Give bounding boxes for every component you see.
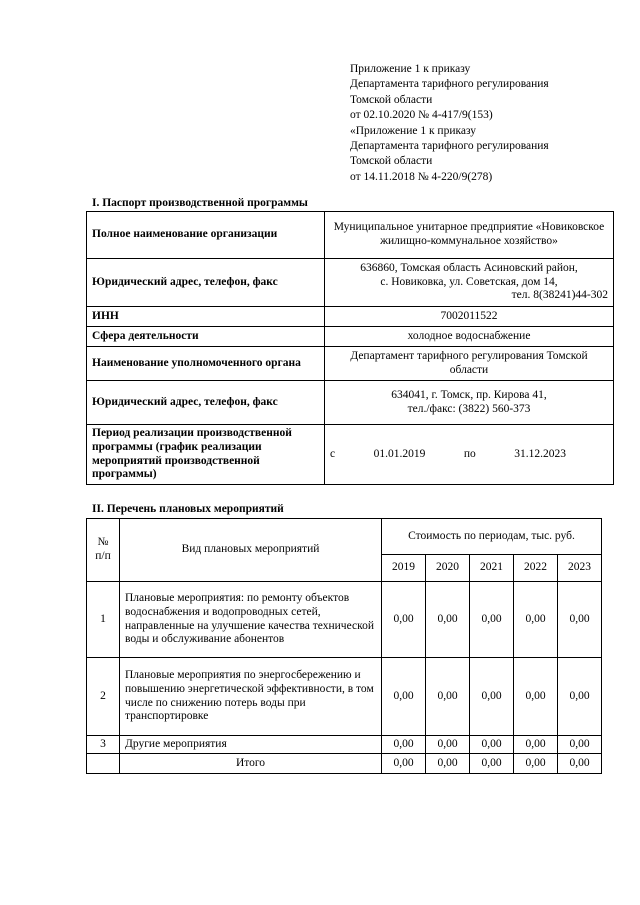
address-line: тел. 8(38241)44-302 xyxy=(511,289,608,302)
passport-value: Департамент тарифного регулирования Томской области xyxy=(325,347,614,381)
col-header-cost: Стоимость по периодам, тыс. руб. xyxy=(382,519,602,555)
header-line: Томской области xyxy=(350,93,433,106)
table-row xyxy=(87,736,602,754)
passport-row xyxy=(87,212,614,259)
year-header: 2022 xyxy=(514,555,558,582)
row-num: 1 xyxy=(87,582,120,658)
total-value: 0,00 xyxy=(470,754,514,774)
row-value: 0,00 xyxy=(558,736,602,754)
row-value: 0,00 xyxy=(426,658,470,736)
row-value: 0,00 xyxy=(558,658,602,736)
period-from-date: 01.01.2019 xyxy=(373,447,426,460)
col-header-num: № п/п xyxy=(87,519,120,582)
passport-row xyxy=(87,259,614,307)
row-value: 0,00 xyxy=(514,582,558,658)
section1-title: I. Паспорт производственной программы xyxy=(92,197,308,209)
row-value: 0,00 xyxy=(470,582,514,658)
passport-value xyxy=(325,259,614,307)
table-header-row xyxy=(87,519,602,555)
passport-label: Период реализации производственной программы (график реализации мероприятий производственной программы) xyxy=(87,425,325,485)
row-value: 0,00 xyxy=(382,582,426,658)
year-header: 2020 xyxy=(426,555,470,582)
total-value: 0,00 xyxy=(382,754,426,774)
row-value: 0,00 xyxy=(470,736,514,754)
section2-title: II. Перечень плановых мероприятий xyxy=(92,503,284,515)
passport-value: холодное водоснабжение xyxy=(325,327,614,347)
year-header: 2023 xyxy=(558,555,602,582)
total-label: Итого xyxy=(120,754,382,774)
row-desc: Плановые мероприятия: по ремонту объектов водоснабжения и водопроводных сетей, направленные на улучшение качества технической воды и обслуживание абонентов xyxy=(120,582,382,658)
passport-row xyxy=(87,347,614,381)
address-line: с. Новиковка, ул. Советская, дом 14, xyxy=(380,275,558,288)
passport-value: 7002011522 xyxy=(325,307,614,327)
row-value: 0,00 xyxy=(514,658,558,736)
period-row xyxy=(330,448,608,462)
total-num-empty xyxy=(87,754,120,774)
row-value: 0,00 xyxy=(558,582,602,658)
passport-row xyxy=(87,327,614,347)
year-header: 2019 xyxy=(382,555,426,582)
passport-label: Юридический адрес, телефон, факс xyxy=(87,381,325,425)
passport-row xyxy=(87,381,614,425)
passport-label: Полное наименование организации xyxy=(87,212,325,259)
passport-row xyxy=(87,307,614,327)
address-line: тел./факс: (3822) 560-373 xyxy=(407,402,531,415)
header-line: Департамента тарифного регулирования xyxy=(350,78,549,91)
passport-table xyxy=(86,211,614,485)
passport-label: Сфера деятельности xyxy=(87,327,325,347)
period-to-date: 31.12.2023 xyxy=(514,447,566,460)
address-line: 636860, Томская область Асиновский район, xyxy=(360,262,578,275)
period-to-word: по xyxy=(463,447,476,460)
address-line: 634041, г. Томск, пр. Кирова 41, xyxy=(391,388,547,401)
passport-value xyxy=(325,381,614,425)
passport-label: ИНН xyxy=(87,307,325,327)
total-row xyxy=(87,754,602,774)
activities-table xyxy=(86,518,602,774)
passport-row xyxy=(87,425,614,485)
table-row xyxy=(87,582,602,658)
total-value: 0,00 xyxy=(558,754,602,774)
row-num: 2 xyxy=(87,658,120,736)
period-from-word: с xyxy=(330,447,336,460)
row-desc: Другие мероприятия xyxy=(120,736,382,754)
row-value: 0,00 xyxy=(382,736,426,754)
row-value: 0,00 xyxy=(426,582,470,658)
appendix-header xyxy=(350,62,549,185)
row-desc: Плановые мероприятия по энергосбережению и повышению энергетической эффективности, в том числе по снижению потерь воды при транспортировке xyxy=(120,658,382,736)
header-line: Томской области xyxy=(350,155,433,168)
header-line: от 02.10.2020 № 4-417/9(153) xyxy=(350,109,493,122)
total-value: 0,00 xyxy=(426,754,470,774)
row-value: 0,00 xyxy=(470,658,514,736)
table-row xyxy=(87,658,602,736)
header-line: от 14.11.2018 № 4-220/9(278) xyxy=(350,170,493,183)
passport-value: Муниципальное унитарное предприятие «Новиковское жилищно-коммунальное хозяйство» xyxy=(325,212,614,259)
row-num: 3 xyxy=(87,736,120,754)
header-line: Департамента тарифного регулирования xyxy=(350,140,549,153)
passport-label: Юридический адрес, телефон, факс xyxy=(87,259,325,307)
passport-label: Наименование уполномоченного органа xyxy=(87,347,325,381)
header-line: Приложение 1 к приказу xyxy=(350,63,471,75)
total-value: 0,00 xyxy=(514,754,558,774)
period-value xyxy=(325,425,614,485)
header-line: «Приложение 1 к приказу xyxy=(350,124,477,137)
row-value: 0,00 xyxy=(382,658,426,736)
row-value: 0,00 xyxy=(426,736,470,754)
row-value: 0,00 xyxy=(514,736,558,754)
year-header: 2021 xyxy=(470,555,514,582)
col-header-desc: Вид плановых мероприятий xyxy=(120,519,382,582)
